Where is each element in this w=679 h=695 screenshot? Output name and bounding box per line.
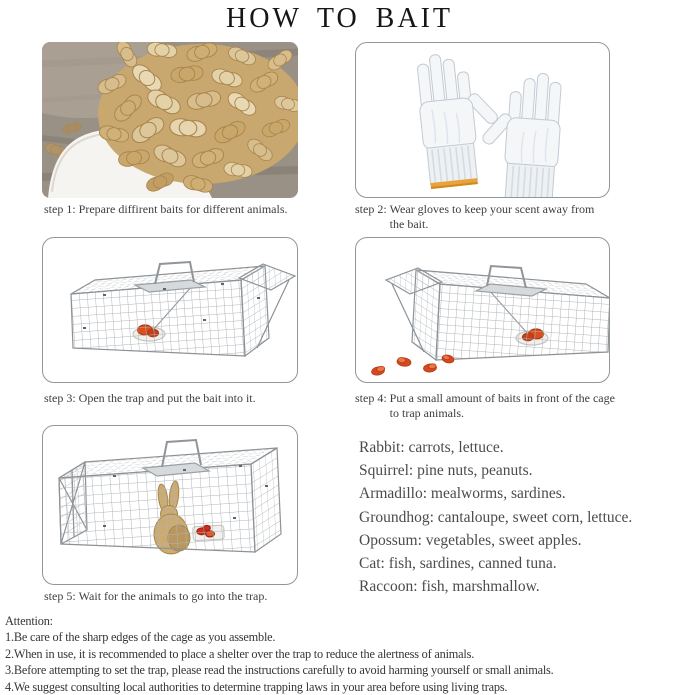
- step5-trap-image: [42, 425, 298, 585]
- attention-item-2: 2.When in use, it is recommended to place a shelter over the trap to reduce the alertness of animals.: [5, 646, 475, 661]
- attention-item-4: 4.We suggest consulting local authorities to determine trapping laws in your area before using living traps.: [5, 679, 508, 694]
- attention-item-1: 1.Be care of the sharp edges of the cage as you assemble.: [5, 630, 276, 645]
- bait-item-rabbit: Rabbit: carrots, lettuce.: [359, 439, 504, 456]
- step1-caption: [44, 202, 294, 217]
- step2-label: step 2:: [355, 202, 390, 216]
- step1-text: Prepare diffirent baits for different animals.: [78, 202, 288, 216]
- bait-suggestion-list: [359, 436, 664, 598]
- bait-item-armadillo: Armadillo: mealworms, sardines.: [359, 485, 566, 503]
- step4-text: Put a small amount of baits in front of the cage to trap animals.: [389, 391, 615, 420]
- step5-caption: [44, 589, 354, 604]
- page-title: HOW TO BAIT: [226, 3, 453, 34]
- step3-trap-image: [42, 237, 298, 383]
- step1-label: step 1:: [44, 202, 79, 216]
- step5-label: step 5:: [44, 589, 79, 603]
- bait-item-opossum: Opossum: vegetables, sweet apples.: [359, 531, 582, 549]
- step3-text: Open the trap and put the bait into it.: [78, 391, 256, 405]
- step2-caption: [355, 202, 599, 232]
- step2-gloves-image: [355, 42, 610, 198]
- step3-label: step 3:: [44, 391, 79, 405]
- step4-caption: [355, 391, 619, 421]
- bait-item-squirrel: Squirrel: pine nuts, peanuts.: [359, 462, 533, 480]
- step3-caption: [44, 391, 339, 406]
- bait-trail: [371, 354, 455, 376]
- attention-item-3: 3.Before attempting to set the trap, please read the instructions carefully to avoid harming yourself or small animals.: [5, 663, 554, 678]
- attention-section: [5, 613, 677, 695]
- step2-text: Wear gloves to keep your scent away from the bait.: [389, 202, 595, 231]
- bait-item-raccoon: Raccoon: fish, marshmallow.: [359, 578, 540, 596]
- step4-label: step 4:: [355, 391, 390, 405]
- step4-trap-image: [355, 237, 610, 383]
- step1-peanuts-image: [42, 42, 298, 198]
- step5-text: Wait for the animals to go into the trap.: [78, 589, 268, 603]
- attention-heading: Attention:: [5, 614, 53, 628]
- bait-item-cat: Cat: fish, sardines, canned tuna.: [359, 555, 557, 573]
- bait-item-groundhog: Groundhog: cantaloupe, sweet corn, lettuce.: [359, 508, 633, 526]
